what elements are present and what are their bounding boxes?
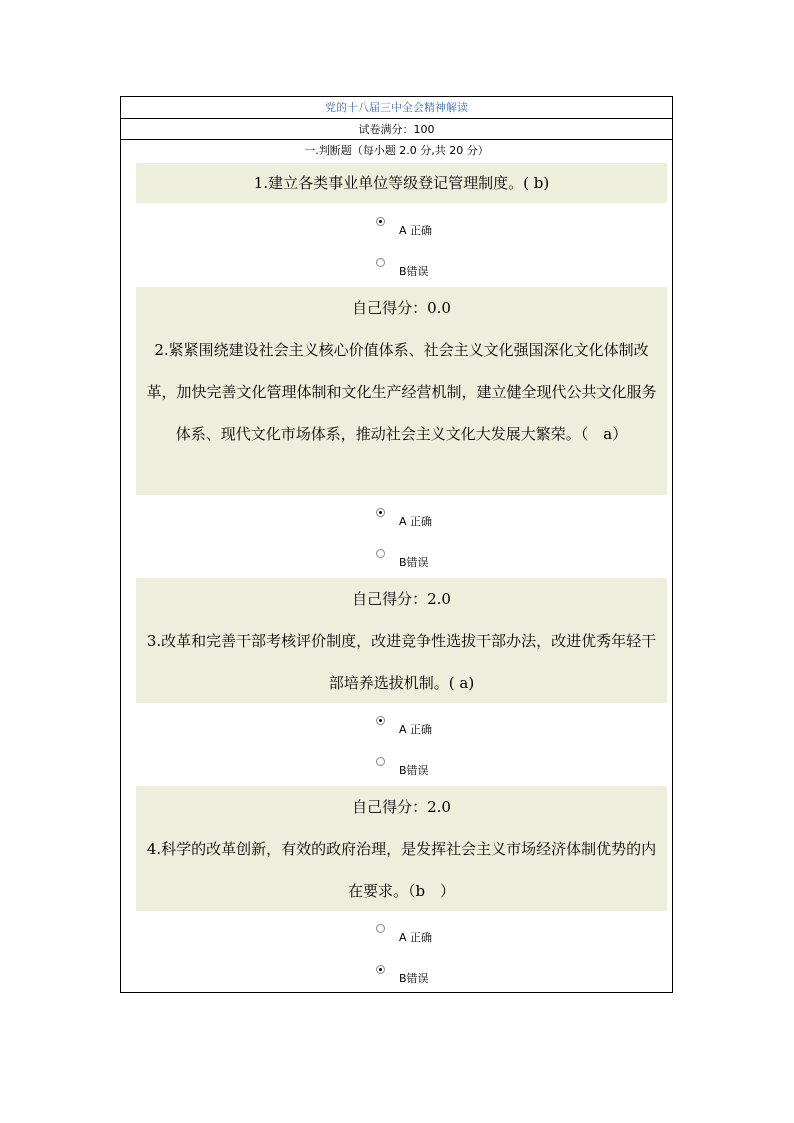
question-1-score: 自己得分：0.0: [352, 299, 451, 317]
radio-button[interactable]: [376, 258, 385, 267]
question-2-text: 2.紧紧围绕建设社会主义核心价值体系、社会主义文化强国深化文化体制改革，加快完善文化管理体制和文化生产经营机制，建立健全现代公共文化服务体系、现代文化市场体系，推动社会主义文化大发展大繁荣。（ a）: [146, 341, 657, 443]
radio-button[interactable]: [376, 965, 385, 974]
option-label: A 正确: [399, 931, 433, 944]
option-label: B错误: [399, 556, 429, 569]
option-label: B错误: [399, 265, 429, 278]
radio-button[interactable]: [376, 757, 385, 766]
question-1-option-a[interactable]: [121, 217, 672, 239]
option-label: B错误: [399, 764, 429, 777]
question-4-text: 4.科学的改革创新，有效的政府治理，是发挥社会主义市场经济体制优势的内在要求。（b ）: [146, 840, 657, 900]
question-3-score: 自己得分：2.0: [352, 798, 451, 816]
option-label: B错误: [399, 972, 429, 985]
radio-button[interactable]: [376, 549, 385, 558]
question-1-band: [136, 163, 667, 203]
full-score: 试卷满分：100: [121, 119, 672, 140]
question-3-band: [136, 578, 667, 703]
exam-paper: [120, 96, 673, 993]
question-4-option-a[interactable]: [121, 924, 672, 946]
question-4-band: [136, 786, 667, 911]
question-2-band: [136, 287, 667, 495]
radio-button[interactable]: [376, 716, 385, 725]
section-heading: 一.判断题（每小题 2.0 分,共 20 分）: [304, 144, 489, 157]
question-1-text: 1.建立各类事业单位等级登记管理制度。( b): [253, 174, 550, 192]
radio-button[interactable]: [376, 217, 385, 226]
question-2-option-a[interactable]: [121, 508, 672, 530]
radio-button[interactable]: [376, 508, 385, 517]
radio-button[interactable]: [376, 924, 385, 933]
question-4-option-b[interactable]: [121, 965, 672, 987]
option-label: A 正确: [399, 224, 433, 237]
question-3-option-a[interactable]: [121, 716, 672, 738]
question-1-option-b[interactable]: [121, 258, 672, 280]
question-2-score: 自己得分：2.0: [352, 590, 451, 608]
question-3-option-b[interactable]: [121, 757, 672, 779]
question-2-option-b[interactable]: [121, 549, 672, 571]
question-3-text: 3.改革和完善干部考核评价制度，改进竞争性选拔干部办法，改进优秀年轻干部培养选拔机制。( a): [146, 632, 657, 692]
option-label: A 正确: [399, 515, 433, 528]
paper-title: 党的十八届三中全会精神解读: [121, 97, 672, 119]
option-label: A 正确: [399, 723, 433, 736]
